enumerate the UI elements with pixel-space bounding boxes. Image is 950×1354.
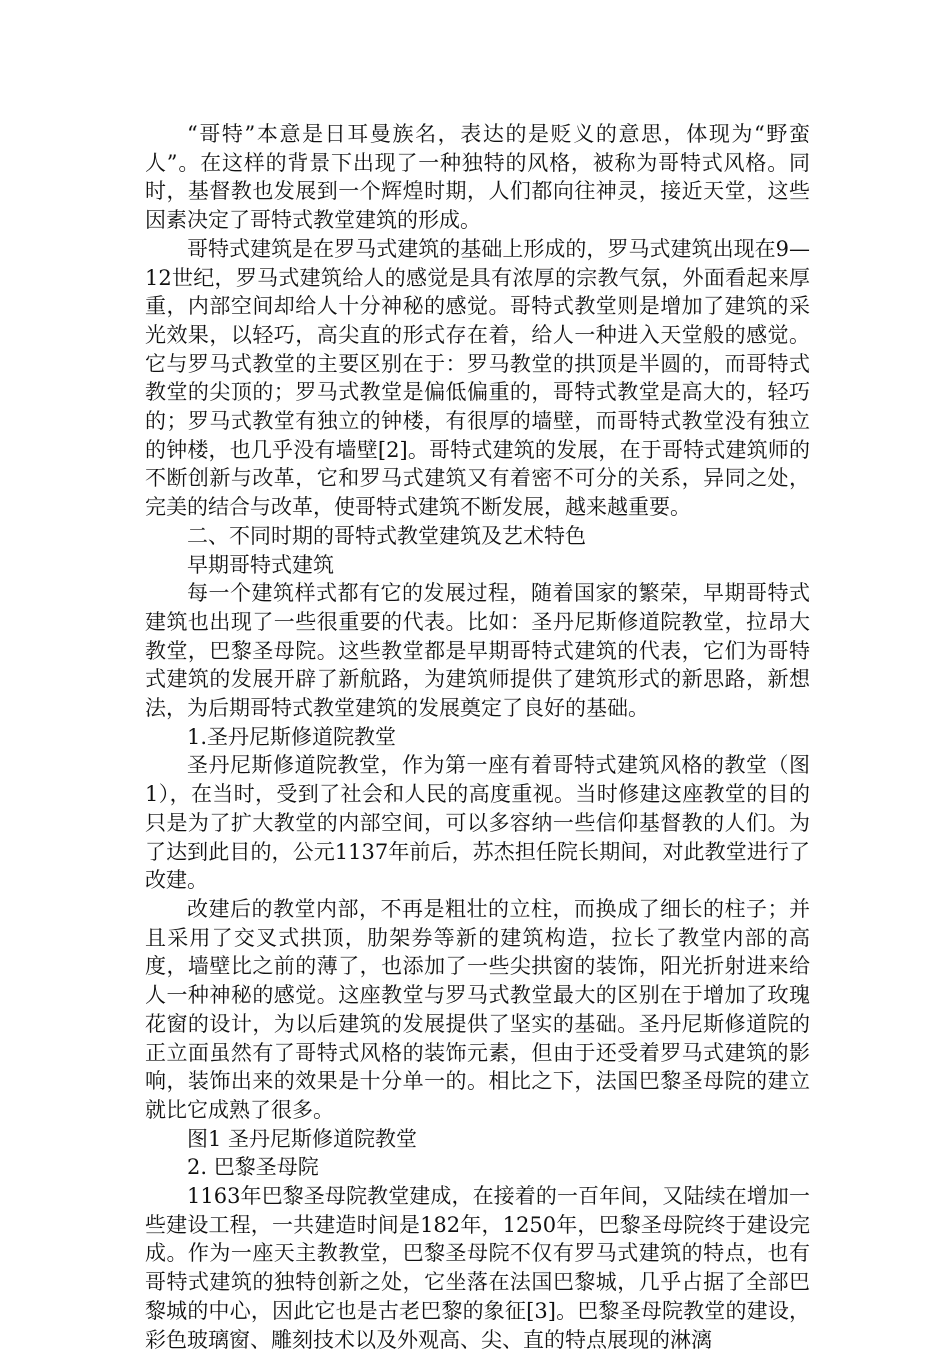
subsection-heading-early-gothic: 早期哥特式建筑	[187, 552, 334, 577]
figure-caption-1: 图1 圣丹尼斯修道院教堂	[187, 1126, 418, 1151]
section-heading-periods: 二、不同时期的哥特式教堂建筑及艺术特色	[187, 523, 586, 548]
paragraph-saint-denis-intro: 圣丹尼斯修道院教堂，作为第一座有着哥特式建筑风格的教堂（图1），在当时，受到了社会和人民的高度重视。当时修建这座教堂的目的只是为了扩大教堂的内部空间，可以多容纳一些信仰基督教的人们。为了达到此目的，公元1137年前后，苏杰担任院长期间，对此教堂进行了改建。	[145, 753, 810, 893]
document-page	[145, 120, 810, 1354]
item-heading-notre-dame: 2. 巴黎圣母院	[187, 1155, 319, 1180]
paragraph-gothic-origin: “哥特”本意是日耳曼族名，表达的是贬义的意思，体现为“野蛮人”。在这样的背景下出现了一种独特的风格，被称为哥特式风格。同时，基督教也发展到一个辉煌时期，人们都向往神灵，接近天堂，这些因素决定了哥特式教堂建筑的形成。	[145, 122, 810, 233]
paragraph-early-gothic: 每一个建筑样式都有它的发展过程，随着国家的繁荣，早期哥特式建筑也出现了一些很重要的代表。比如：圣丹尼斯修道院教堂，拉昂大教堂，巴黎圣母院。这些教堂都是早期哥特式建筑的代表，它们为哥特式建筑的发展开辟了新航路，为建筑师提供了建筑形式的新思路，新想法，为后期哥特式教堂建筑的发展奠定了良好的基础。	[145, 581, 810, 721]
paragraph-saint-denis-rebuild: 改建后的教堂内部，不再是粗壮的立柱，而换成了细长的柱子；并且采用了交叉式拱顶，肋架券等新的建筑构造，拉长了教堂内部的高度，墙壁比之前的薄了，也添加了一些尖拱窗的装饰，阳光折射进来给人一种神秘的感觉。这座教堂与罗马式教堂最大的区别在于增加了玫瑰花窗的设计，为以后建筑的发展提供了坚实的基础。圣丹尼斯修道院的正立面虽然有了哥特式风格的装饰元素，但由于还受着罗马式建筑的影响，装饰出来的效果是十分单一的。相比之下，法国巴黎圣母院的建立就比它成熟了很多。	[145, 896, 810, 1122]
paragraph-notre-dame: 1163年巴黎圣母院教堂建成，在接着的一百年间，又陆续在增加一些建设工程，一共建造时间是182年，1250年，巴黎圣母院终于建设完成。作为一座天主教教堂，巴黎圣母院不仅有罗马式建筑的特点，也有哥特式建筑的独特创新之处，它坐落在法国巴黎城，几乎占据了全部巴黎城的中心，因此它也是古老巴黎的象征[3]。巴黎圣母院教堂的建设，彩色玻璃窗、雕刻技术以及外观高、尖、直的特点展现的淋漓	[145, 1184, 810, 1352]
paragraph-gothic-vs-romanesque: 哥特式建筑是在罗马式建筑的基础上形成的，罗马式建筑出现在9—12世纪，罗马式建筑给人的感觉是具有浓厚的宗教气氛，外面看起来厚重，内部空间却给人十分神秘的感觉。哥特式教堂则是增加了建筑的采光效果，以轻巧，高尖直的形式存在着，给人一种进入天堂般的感觉。它与罗马式教堂的主要区别在于：罗马教堂的拱顶是半圆的，而哥特式教堂的尖顶的；罗马式教堂是偏低偏重的，哥特式教堂是高大的，轻巧的；罗马式教堂有独立的钟楼，有很厚的墙壁，而哥特式教堂没有独立的钟楼，也几乎没有墙壁[2]。哥特式建筑的发展，在于哥特式建筑师的不断创新与改革，它和罗马式建筑又有着密不可分的关系，异同之处，完美的结合与改革，使哥特式建筑不断发展，越来越重要。	[145, 236, 810, 520]
item-heading-saint-denis: 1.圣丹尼斯修道院教堂	[187, 724, 397, 749]
